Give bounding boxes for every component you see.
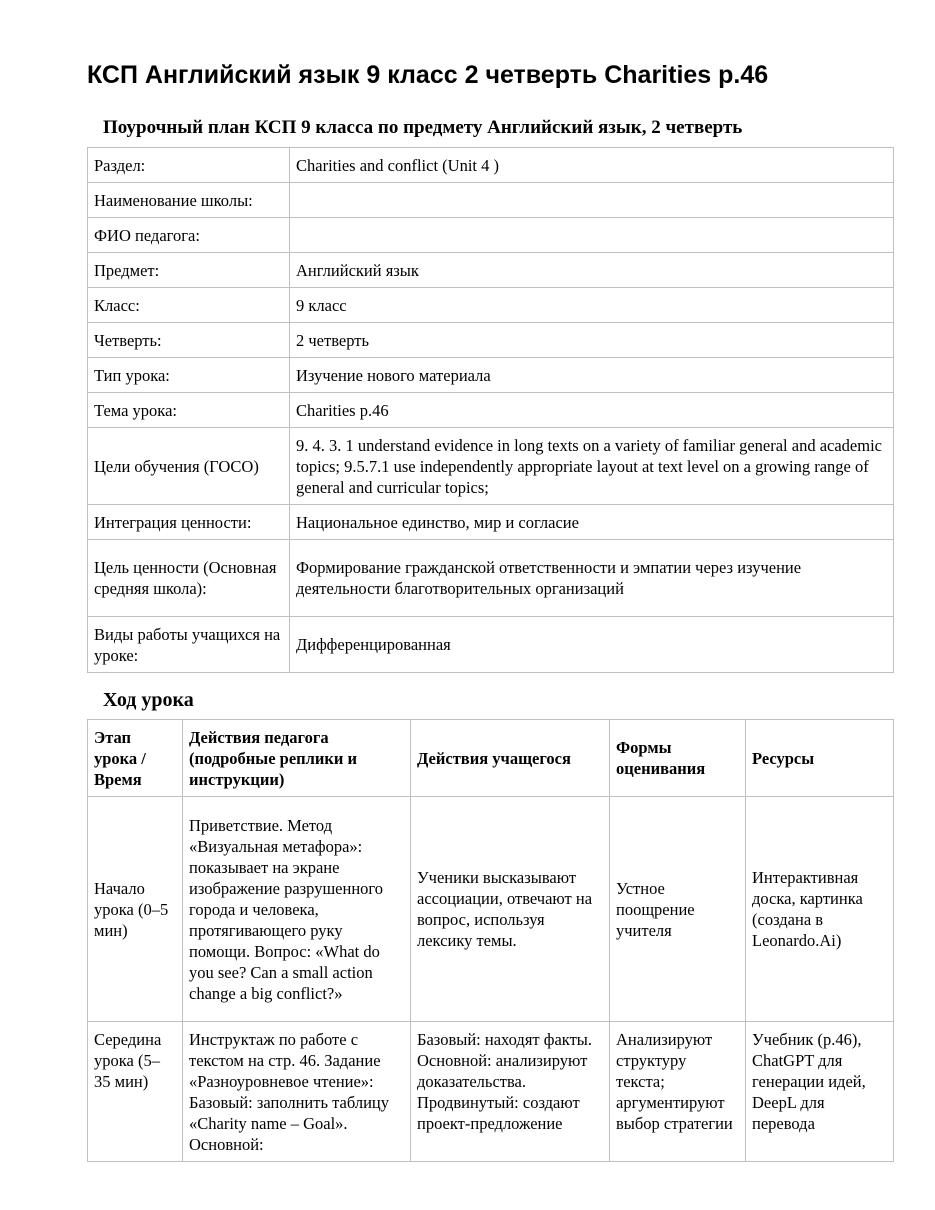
info-value: Формирование гражданской ответственности и эмпатии через изучение деятельности благотворительных организаций [290,540,894,617]
info-value: Изучение нового материала [290,358,894,393]
info-value: Национальное единство, мир и согласие [290,505,894,540]
table-row [88,148,894,183]
stage-cell: Начало урока (0–5 мин) [88,797,183,1022]
table-row [88,797,894,1022]
info-label: Раздел: [88,148,290,183]
table-row [88,393,894,428]
info-label: Наименование школы: [88,183,290,218]
assessment-cell: Анализируют структуру текста; аргументируют выбор стратегии [610,1022,746,1162]
info-label: Виды работы учащихся на уроке: [88,617,290,673]
resources-cell: Учебник (p.46), ChatGPT для генерации идей, DeepL для перевода [746,1022,894,1162]
table-row [88,617,894,673]
table-row [88,505,894,540]
column-header-student-actions: Действия учащегося [411,720,610,797]
student-actions-cell: Базовый: находят факты. Основной: анализируют доказательства. Продвинутый: создают проект-предложение [411,1022,610,1162]
lesson-flow-table [87,719,894,1162]
info-value: Charities p.46 [290,393,894,428]
assessment-cell: Устное поощрение учителя [610,797,746,1022]
plan-subtitle: Поурочный план КСП 9 класса по предмету Английский язык, 2 четверть [103,117,743,138]
info-label: Предмет: [88,253,290,288]
table-row [88,323,894,358]
column-header-teacher-actions: Действия педагога (подробные реплики и инструкции) [183,720,411,797]
info-value [290,218,894,253]
info-label: Класс: [88,288,290,323]
table-row [88,253,894,288]
info-label: Тема урока: [88,393,290,428]
lesson-info-table [87,147,894,673]
table-row [88,358,894,393]
teacher-actions-cell: Инструктаж по работе с текстом на стр. 46. Задание «Разноуровневое чтение»: Базовый: заполнить таблицу «Charity name – Goal». Основной: [183,1022,411,1162]
teacher-actions-cell: Приветствие. Метод «Визуальная метафора»: показывает на экране изображение разрушенного города и человека, протягивающего руку помощи. Вопрос: «What do you see? Can a small action change a big conflict?» [183,797,411,1022]
info-label: Тип урока: [88,358,290,393]
table-row [88,218,894,253]
table-row [88,540,894,617]
info-value: Дифференцированная [290,617,894,673]
info-label: Интеграция ценности: [88,505,290,540]
column-header-resources: Ресурсы [746,720,894,797]
document-title: КСП Английский язык 9 класс 2 четверть Charities p.46 [87,61,769,89]
column-header-assessment: Формы оценивания [610,720,746,797]
info-value [290,183,894,218]
table-row [88,288,894,323]
student-actions-cell: Ученики высказывают ассоциации, отвечают на вопрос, используя лексику темы. [411,797,610,1022]
info-label: Четверть: [88,323,290,358]
table-header-row [88,720,894,797]
info-label: Цели обучения (ГОСО) [88,428,290,505]
lesson-flow-heading: Ход урока [103,689,194,711]
info-value: Charities and conflict (Unit 4 ) [290,148,894,183]
info-label: Цель ценности (Основная средняя школа): [88,540,290,617]
info-value: 9 класс [290,288,894,323]
resources-cell: Интерактивная доска, картинка (создана в Leonardo.Ai) [746,797,894,1022]
column-header-stage: Этап урока / Время [88,720,183,797]
info-value: Английский язык [290,253,894,288]
table-row [88,428,894,505]
table-row [88,1022,894,1162]
stage-cell: Середина урока (5–35 мин) [88,1022,183,1162]
info-value: 2 четверть [290,323,894,358]
table-row [88,183,894,218]
info-value: 9. 4. 3. 1 understand evidence in long texts on a variety of familiar general and academic topics; 9.5.7.1 use independently appropriate layout at text level on a growing range of general and curricular topics; [290,428,894,505]
info-label: ФИО педагога: [88,218,290,253]
